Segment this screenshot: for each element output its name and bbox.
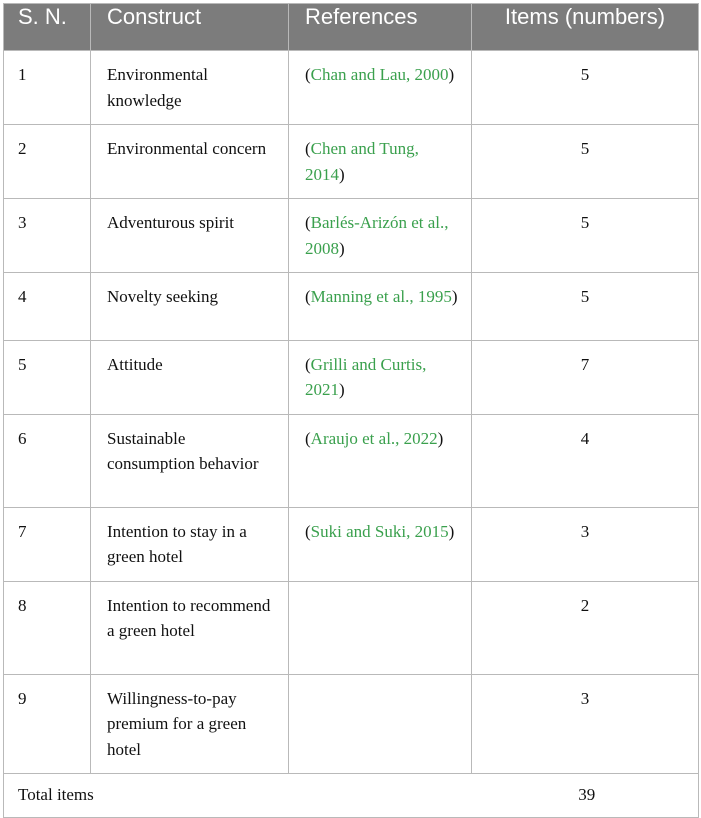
ref-open-paren: ( [305,287,311,306]
cell-items: 5 [472,51,699,125]
table-row [4,507,699,581]
cell-items: 3 [472,674,699,774]
cell-items: 5 [472,125,699,199]
ref-close-paren: ) [448,65,455,84]
ref-open-paren: ( [305,139,311,158]
reference-link[interactable]: Araujo et al., 2022 [310,428,438,448]
ref-close-paren: ) [448,521,455,541]
cell-reference [289,51,472,125]
ref-open-paren: ( [305,428,311,448]
cell-reference [289,414,472,507]
reference-link[interactable]: Manning et al., 1995 [310,287,452,306]
table-body [4,51,699,774]
cell-sn: 2 [4,125,91,199]
ref-open-paren: ( [305,354,311,374]
ref-close-paren: ) [339,380,345,399]
cell-reference [289,273,472,341]
cell-construct: Adventurous spirit [91,199,289,273]
cell-sn: 3 [4,199,91,273]
table-header [4,4,699,51]
cell-items: 5 [472,199,699,273]
cell-construct: Intention to stay in a green hotel [91,507,289,581]
cell-reference [289,125,472,199]
cell-construct: Environmental knowledge [91,51,289,125]
table-row [4,674,699,774]
table-row [4,414,699,507]
ref-close-paren: ) [339,164,345,184]
ref-open-paren: ( [305,213,311,232]
cell-reference [289,507,472,581]
reference-link[interactable]: Barlés-Arizón et al., 2008 [305,213,449,258]
cell-items: 7 [472,340,699,414]
cell-reference-empty [289,581,472,674]
total-row [4,774,699,818]
total-label: Total items [4,774,289,818]
table-row [4,340,699,414]
header-construct: Construct [91,4,289,51]
cell-items: 2 [472,581,699,674]
cell-sn: 7 [4,507,91,581]
cell-sn: 9 [4,674,91,774]
table-row [4,51,699,125]
cell-construct: Novelty seeking [91,273,289,341]
cell-reference [289,340,472,414]
table-row [4,581,699,674]
table-row [4,273,699,341]
cell-construct: Environmental concern [91,125,289,199]
table-footer [4,774,699,818]
reference-link[interactable]: Suki and Suki, 2015 [310,521,449,541]
header-references: References [289,4,472,51]
cell-sn: 8 [4,581,91,674]
table-row [4,125,699,199]
ref-open-paren: ( [305,521,311,541]
cell-sn: 1 [4,51,91,125]
cell-construct: Willingness-to-pay premium for a green hotel [91,674,289,774]
cell-sn: 4 [4,273,91,341]
total-value: 39 [472,774,699,818]
table-row [4,199,699,273]
reference-link[interactable]: Chen and Tung, 2014 [305,139,419,184]
ref-close-paren: ) [451,287,458,306]
total-spacer [289,774,472,818]
cell-items: 3 [472,507,699,581]
cell-construct: Attitude [91,340,289,414]
reference-link[interactable]: Chan and Lau, 2000 [310,65,449,84]
header-sn: S. N. [4,4,91,51]
cell-reference [289,199,472,273]
cell-construct: Sustainable consumption behavior [91,414,289,507]
cell-items: 4 [472,414,699,507]
cell-items: 5 [472,273,699,341]
cell-construct: Intention to recommend a green hotel [91,581,289,674]
header-items: Items (numbers) [472,4,699,51]
ref-close-paren: ) [339,238,345,258]
constructs-table [3,3,699,818]
cell-sn: 5 [4,340,91,414]
ref-close-paren: ) [437,428,444,448]
cell-sn: 6 [4,414,91,507]
reference-link[interactable]: Grilli and Curtis, 2021 [305,354,427,399]
header-row [4,4,699,51]
cell-reference-empty [289,674,472,774]
ref-open-paren: ( [305,65,311,84]
